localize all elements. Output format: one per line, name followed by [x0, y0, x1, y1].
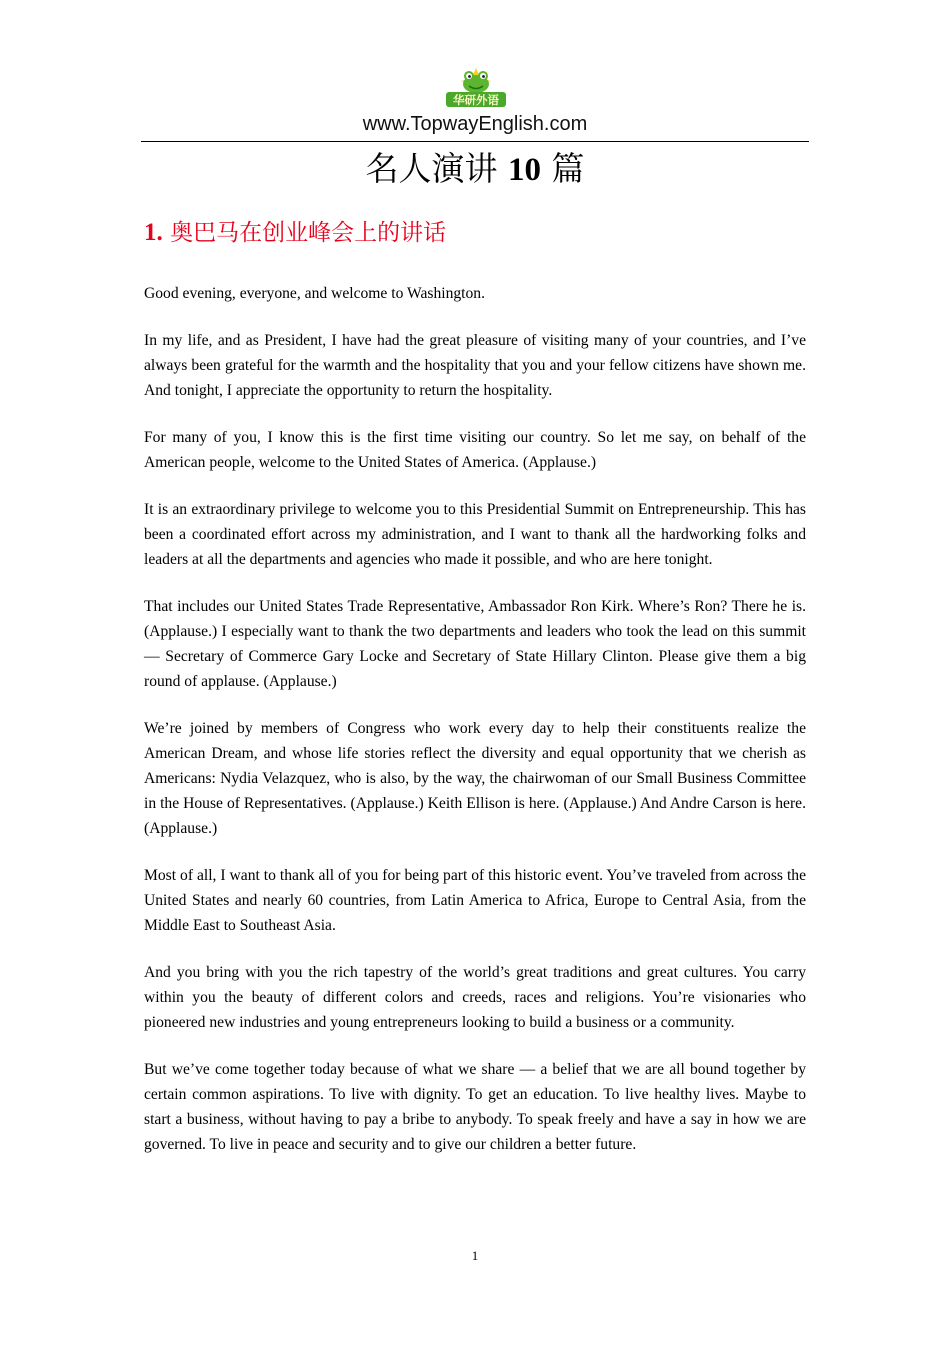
- speech-body: [144, 281, 806, 1179]
- header-divider: [141, 141, 809, 142]
- title-number: 10: [508, 152, 541, 188]
- paragraph: Good evening, everyone, and welcome to Washington.: [144, 285, 485, 302]
- section-heading: [144, 216, 446, 250]
- section-number: 1.: [144, 219, 163, 246]
- paragraph: For many of you, I know this is the first time visiting our country. So let me say, on behalf of the American people, welcome to the United States of America. (Applause.): [144, 429, 806, 471]
- title-text-after: 篇: [551, 149, 585, 188]
- topway-logo-icon: [445, 66, 507, 108]
- paragraph: It is an extraordinary privilege to welcome you to this Presidential Summit on Entrepreneurship. This has been a coordinated effort across my administration, and I want to thank all the hardworking folks and leaders at all the departments and agencies who made it possible, and who are here tonight.: [144, 501, 806, 568]
- paragraph: That includes our United States Trade Representative, Ambassador Ron Kirk. Where’s Ron? There he is. (Applause.) I especially want to thank the two departments and leaders who took the lead on this summit — Secretary of Commerce Gary Locke and Secretary of State Hillary Clinton. Please give them a big round of applause. (Applause.): [144, 598, 806, 690]
- page-number: 1: [471, 1248, 479, 1263]
- paragraph: But we’ve come together today because of what we share — a belief that we are all bound together by certain common aspirations. To live with dignity. To get an education. To live healthy lives. Maybe to start a business, without having to pay a bribe to anybody. To speak freely and have a say in how we are governed. To live in peace and security and to give our children a better future.: [144, 1061, 806, 1153]
- site-url[interactable]: www.TopwayEnglish.com: [362, 113, 588, 135]
- document-title: [0, 146, 950, 193]
- paragraph: Most of all, I want to thank all of you for being part of this historic event. You’ve traveled from across the United States and nearly 60 countries, from Latin America to Africa, Europe to Central Asia, from the Middle East to Southeast Asia.: [144, 867, 806, 934]
- paragraph: We’re joined by members of Congress who work every day to help their constituents realize the American Dream, and whose life stories reflect the diversity and equal opportunity that we cherish as Americans: Nydia Velazquez, who is also, by the way, the chairwoman of our Small Business Committee in the House of Representatives. (Applause.) Keith Ellison is here. (Applause.) And Andre Carson is here. (Applause.): [144, 720, 806, 837]
- section-heading-text: 奥巴马在创业峰会上的讲话: [170, 220, 447, 246]
- paragraph: In my life, and as President, I have had the great pleasure of visiting many of your countries, and I’ve always been grateful for the warmth and the hospitality that you and your fellow citizens have shown me. And tonight, I appreciate the opportunity to return the hospitality.: [144, 332, 806, 399]
- title-text-before: 名人演讲: [365, 149, 498, 188]
- logo-text: 华研外语: [453, 93, 499, 107]
- paragraph: And you bring with you the rich tapestry of the world’s great traditions and great cultures. You carry within you the beauty of different colors and creeds, races and religions. You’re visionaries who pioneered new industries and young entrepreneurs looking to build a business or a community.: [144, 964, 806, 1031]
